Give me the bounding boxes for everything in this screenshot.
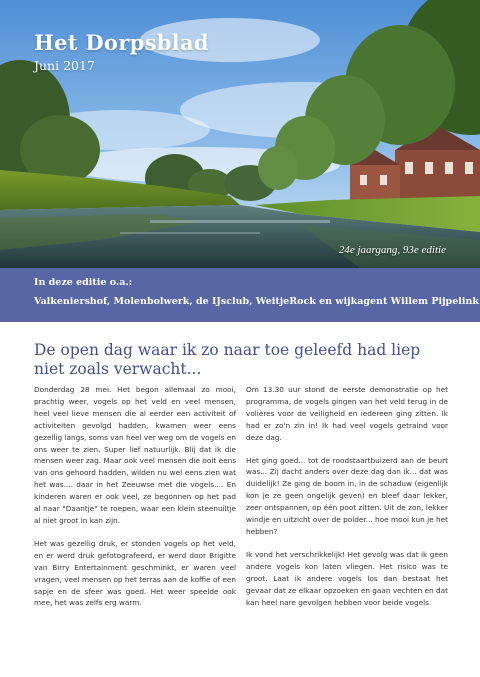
cover-photo: [0, 0, 480, 268]
article-paragraph: Ik vond het verschrikkelijk! Het gevolg was dat ik geen andere vogels kon laten vliegen. Het risico was te groot. Laat ik andere vogels los dan bestaat het gevaar dat ze elkaar opzoeken en gaan vechten en dat kan heel nare gevolgen hebben voor beide vogels.: [246, 549, 448, 607]
contents-label: In deze editie o.a.:: [34, 277, 133, 288]
article-paragraph: Het was gezellig druk, er stonden vogels op het veld, en er werd druk gefotografeerd, er werd door Brigitte van Birry Entertainment geschminkt, er waren veel vragen, veel mensen op het terras aan de koffie of een sapje en de sfeer was goed. Het weer speelde ook mee, het was zelfs erg warm.: [34, 538, 236, 608]
article-paragraph: Het ging goed... tot de roodstaartbuizerd aan de beurt was... Zij dacht anders over deze dag dan ik... dat was duidelijk! Ze ging de boom in, in de schaduw (eigenlijk kon je ze geen ongelijk geven) en bleef daar lekker, zeer ontspannen, op één poot zitten. Uit de zon, lekker windje en uitzicht over de polder... hoe mooi kun je het hebben?: [246, 455, 448, 536]
article-paragraph: Om 13.30 uur stond de eerste demonstratie op het programma, de vogels gingen van het veld terug in de volières voor de veiligheid en iedereen ging zitten. Ik had er zo'n zin in! Ik had veel vogels getraind voor deze dag.: [246, 385, 448, 442]
contents-band: [0, 268, 480, 322]
article-headline: De open dag waar ik zo naar toe geleefd had liep niet zoals verwacht...: [34, 341, 421, 378]
contents-items: Valkeniershof, Molenbolwerk, de IJsclub, WeitjeRock en wijkagent Willem Pijpelink: [34, 296, 479, 307]
edition-caption: 24e jaargang, 93e editie: [338, 244, 446, 256]
article-column-left: [34, 384, 236, 620]
article-column-right: [246, 384, 448, 619]
masthead: [34, 30, 209, 73]
article-paragraph: Donderdag 28 mei. Het begon allemaal zo mooi, prachtig weer, vogels op het veld en veel mensen, heel veel lieve mensen die al eerder een activiteit of activiteiten gevolgd hadden, kwamen weer eens gezellig langs, soms van heel ver weg om de vogels en ons weer te zien. Super lief natuurlijk. Blij dat ik die mensen weer zag. Maar ook veel mensen die ooit eens van ons gehoord hadden, wilden nu wel eens zien wat het was.... daar in het Zeeuwse met die vogels.... En kinderen waren er ook veel, ze begonnen op het pad al naar "Daantje" te roepen, waar een klein steenuiltje al niet groot in kan zijn.: [34, 385, 236, 525]
newsletter-title: Het Dorpsblad: [34, 30, 209, 55]
issue-date: Juni 2017: [34, 58, 95, 73]
